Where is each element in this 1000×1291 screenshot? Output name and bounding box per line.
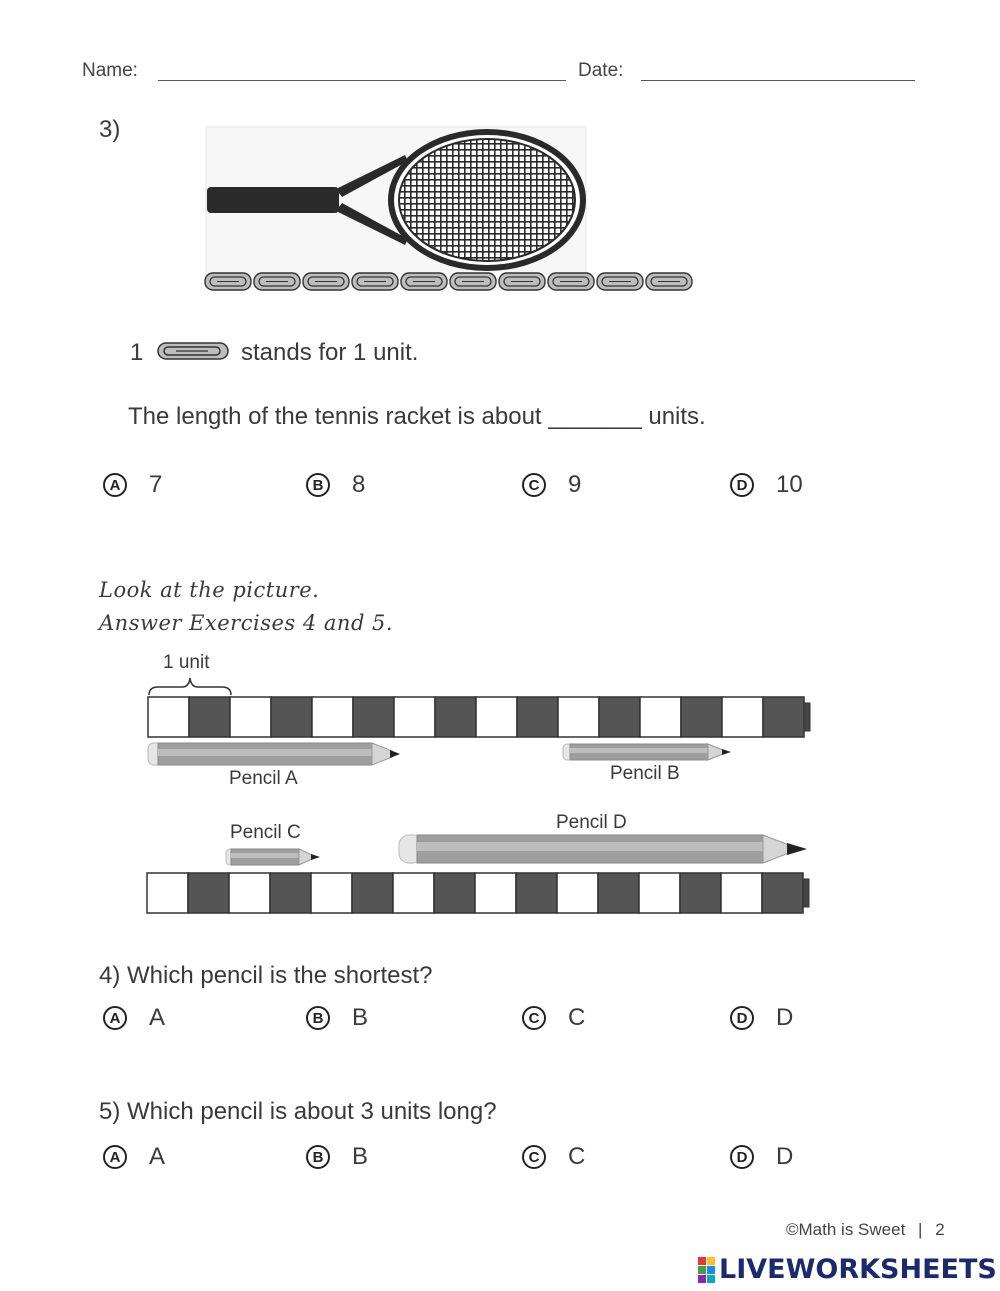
option-value: C xyxy=(568,1004,586,1031)
instruction-line-1: Look at the picture. xyxy=(99,578,320,602)
ruler-unit-square xyxy=(229,873,270,913)
pencil-d-label: Pencil D xyxy=(556,812,627,833)
q5-option-a[interactable] xyxy=(103,1143,165,1171)
paperclip xyxy=(205,273,251,290)
ruler-unit-square xyxy=(434,873,475,913)
pencil-a-label: Pencil A xyxy=(229,768,298,789)
ruler-unit-square xyxy=(680,873,721,913)
paperclip-chain xyxy=(203,270,698,294)
logo-block xyxy=(707,1257,715,1265)
ruler-unit-square xyxy=(188,873,229,913)
question-4-text: 4) Which pencil is the shortest? xyxy=(99,962,433,989)
ruler-unit-square xyxy=(558,697,599,737)
ruler-unit-square xyxy=(148,697,189,737)
option-value: B xyxy=(352,1004,369,1031)
page-number: 2 xyxy=(935,1220,945,1239)
ruler-unit-square xyxy=(557,873,598,913)
bubble-b[interactable]: B xyxy=(306,1006,330,1030)
pencil-a xyxy=(146,740,402,768)
paperclip xyxy=(597,273,643,290)
q3-option-c[interactable] xyxy=(522,471,581,499)
bubble-b[interactable]: B xyxy=(306,1145,330,1169)
bubble-a[interactable]: A xyxy=(103,1006,127,1030)
paperclip xyxy=(499,273,545,290)
ruler-unit-square xyxy=(517,697,558,737)
option-value: 8 xyxy=(352,471,366,498)
liveworksheets-logo[interactable] xyxy=(698,1254,997,1285)
ruler-unit-square xyxy=(475,873,516,913)
ruler-unit-square xyxy=(189,697,230,737)
ruler-unit-square xyxy=(312,697,353,737)
paperclip xyxy=(254,273,300,290)
logo-icon xyxy=(698,1257,715,1283)
logo-block xyxy=(698,1266,706,1274)
q3-option-a[interactable] xyxy=(103,471,162,499)
paperclip xyxy=(352,273,398,290)
logo-block xyxy=(698,1257,706,1265)
unit-label: 1 unit xyxy=(163,652,210,673)
q3-option-d[interactable] xyxy=(730,471,803,499)
q3-option-b[interactable] xyxy=(306,471,365,499)
pencil-c xyxy=(224,846,322,868)
bubble-a[interactable]: A xyxy=(103,473,127,497)
ruler-unit-square xyxy=(721,873,762,913)
ruler-end-cap xyxy=(804,703,810,731)
ruler-unit-square xyxy=(147,873,188,913)
q5-option-d[interactable] xyxy=(730,1143,793,1171)
q4-option-d[interactable] xyxy=(730,1004,793,1032)
q4-option-b[interactable] xyxy=(306,1004,368,1032)
q4-option-c[interactable] xyxy=(522,1004,585,1032)
pencil-b xyxy=(561,741,733,763)
ruler-unit-square xyxy=(762,873,803,913)
bubble-c[interactable]: C xyxy=(522,473,546,497)
unit-ruler-bottom xyxy=(146,872,821,916)
option-value: A xyxy=(149,1143,166,1170)
ruler-unit-square xyxy=(230,697,271,737)
date-field[interactable] xyxy=(641,80,915,81)
pencil-b-label: Pencil B xyxy=(610,763,680,784)
q4-option-a[interactable] xyxy=(103,1004,165,1032)
legend-text: stands for 1 unit. xyxy=(241,339,419,366)
paperclip-icon xyxy=(156,340,230,362)
bubble-d[interactable]: D xyxy=(730,473,754,497)
question-3-number: 3) xyxy=(99,116,121,143)
ruler-unit-square xyxy=(722,697,763,737)
ruler-unit-square xyxy=(763,697,804,737)
ruler-unit-square xyxy=(271,697,312,737)
q5-option-b[interactable] xyxy=(306,1143,368,1171)
option-value: B xyxy=(352,1143,369,1170)
name-field[interactable] xyxy=(158,80,566,81)
bubble-d[interactable]: D xyxy=(730,1145,754,1169)
logo-block xyxy=(707,1275,715,1283)
name-label: Name: xyxy=(82,60,138,81)
paperclip xyxy=(401,273,447,290)
q5-option-c[interactable] xyxy=(522,1143,585,1171)
option-value: C xyxy=(568,1143,586,1170)
ruler-unit-square xyxy=(435,697,476,737)
bubble-d[interactable]: D xyxy=(730,1006,754,1030)
ruler-unit-square xyxy=(393,873,434,913)
ruler-unit-square xyxy=(681,697,722,737)
ruler-end-cap xyxy=(803,879,809,907)
brand-name: LIVEWORKSHEETS xyxy=(719,1254,997,1285)
footer-separator: | xyxy=(918,1220,923,1239)
paperclip xyxy=(548,273,594,290)
option-value: 10 xyxy=(776,471,803,498)
option-value: 7 xyxy=(149,471,163,498)
pencil-c-label: Pencil C xyxy=(230,822,301,843)
option-value: D xyxy=(776,1143,794,1170)
logo-block xyxy=(698,1275,706,1283)
ruler-unit-square xyxy=(598,873,639,913)
paperclip xyxy=(646,273,692,290)
legend-count: 1 xyxy=(130,339,144,366)
bubble-b[interactable]: B xyxy=(306,473,330,497)
ruler-unit-square xyxy=(311,873,352,913)
ruler-unit-square xyxy=(394,697,435,737)
option-value: 9 xyxy=(568,471,582,498)
unit-brace xyxy=(148,675,232,697)
question-3-text: The length of the tennis racket is about _______ units. xyxy=(128,403,706,430)
paperclip xyxy=(303,273,349,290)
instruction-line-2: Answer Exercises 4 and 5. xyxy=(99,611,394,635)
pencil-d xyxy=(397,831,809,867)
question-5-text: 5) Which pencil is about 3 units long? xyxy=(99,1098,497,1125)
ruler-unit-square xyxy=(516,873,557,913)
ruler-unit-square xyxy=(353,697,394,737)
bubble-c[interactable]: C xyxy=(522,1145,546,1169)
option-value: A xyxy=(149,1004,166,1031)
ruler-unit-square xyxy=(476,697,517,737)
ruler-unit-square xyxy=(639,873,680,913)
option-value: D xyxy=(776,1004,794,1031)
ruler-unit-square xyxy=(270,873,311,913)
date-label: Date: xyxy=(578,60,624,81)
ruler-unit-square xyxy=(352,873,393,913)
copyright-text: ©Math is Sweet xyxy=(786,1220,906,1239)
unit-ruler-top xyxy=(147,696,822,740)
ruler-unit-square xyxy=(640,697,681,737)
ruler-unit-square xyxy=(599,697,640,737)
bubble-c[interactable]: C xyxy=(522,1006,546,1030)
footer xyxy=(786,1220,945,1240)
bubble-a[interactable]: A xyxy=(103,1145,127,1169)
paperclip xyxy=(450,273,496,290)
logo-block xyxy=(707,1266,715,1274)
